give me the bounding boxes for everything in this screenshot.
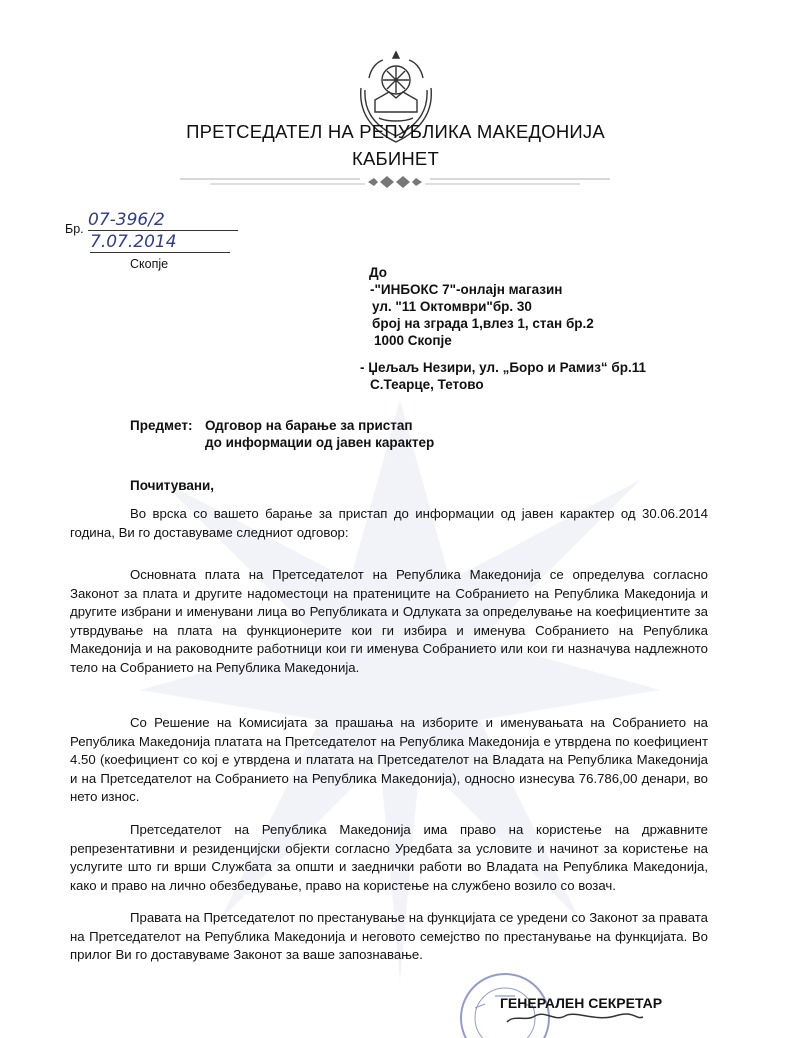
institution-title: ПРЕТСЕДАТЕЛ НА РЕПУБЛИКА МАКЕДОНИЈА	[186, 121, 605, 142]
paragraph: Основната плата на Претседателот на Република Македонија се определува согласно Законот за плата и другите надоместоци на пратениците на Собранието на Република Македонија и другите избрани и именувани лица во Републиката и Одлуката за определување на коефициентите за утврдување на плата на функционерите кои ги избира и именува Собранието на Република Македонија и на раководните работници кои ги именува Собранието или кои ги назначува надлежното тело на Собранието на Република Македонија.	[70, 567, 708, 675]
paragraph: Со Решение на Комисијата за прашања на изборите и именувањата на Собранието на Република Македонија платата на Претседателот на Република Македонија е утврдена по коефициент 4.50 (коефициент со кој е утврдена и платата на Претседателот на Владата на Република Македонија и на Претседателот на Собранието на Република Македонија), односно изнесува 76.786,00 денари, во нето износ.	[70, 715, 708, 805]
subject-label: Предмет:	[130, 418, 193, 433]
signatory-name-handwriting	[505, 1012, 645, 1024]
recipient-line: -"ИНБОКС 7"-онлајн магазин	[370, 282, 563, 297]
handwritten-number: 07-396/2	[88, 210, 238, 231]
recipient-line: С.Теарце, Тетово	[370, 377, 484, 392]
subject-line: Одговор на барање за пристап	[205, 418, 413, 433]
signatory-title: ГЕНЕРАЛЕН СЕКРЕТАР	[500, 995, 663, 1011]
paragraph: Претседателот на Република Македонија има право на користење на државните репрезентативни и резиденцијски објекти согласно Уредбата за условите и начинот за користење на услугите што ги врши Службата за општи и заеднички работи во Владата на Република Македонија, како и право на лично обезбедување, право на користење на службено возило со возач.	[70, 822, 708, 893]
recipient-line: - Џељаљ Незири, ул. „Боро и Рамиз“ бр.11	[360, 360, 647, 375]
to-label: До	[369, 265, 388, 280]
subject-line: до информации од јавен карактер	[205, 435, 435, 450]
number-label: Бр.	[65, 222, 84, 236]
city: Скопје	[130, 257, 169, 271]
paragraph: Во врска со вашето барање за пристап до информации од јавен карактер од 30.06.2014 година, Ви го доставуваме следниот одговор:	[70, 506, 708, 540]
institution-subtitle: КАБИНЕТ	[352, 148, 439, 169]
greeting: Почитувани,	[130, 478, 215, 493]
recipient-line: ул. "11 Октомври"бр. 30	[372, 299, 532, 314]
ornament-divider	[180, 173, 610, 191]
recipient-line: број на зграда 1,влез 1, стан бр.2	[372, 316, 594, 331]
handwritten-date: 7.07.2014	[90, 232, 230, 253]
paragraph: Правата на Претседателот по престанување на функцијата се уредени со Законот за правата на Претседателот на Република Македонија и неговото семејство по престанување на функцијата. Во прилог Ви го доставуваме Законот за ваше запознавање.	[70, 910, 708, 963]
watermark-emblem	[120, 360, 680, 1000]
recipient-line: 1000 Скопје	[374, 333, 452, 348]
